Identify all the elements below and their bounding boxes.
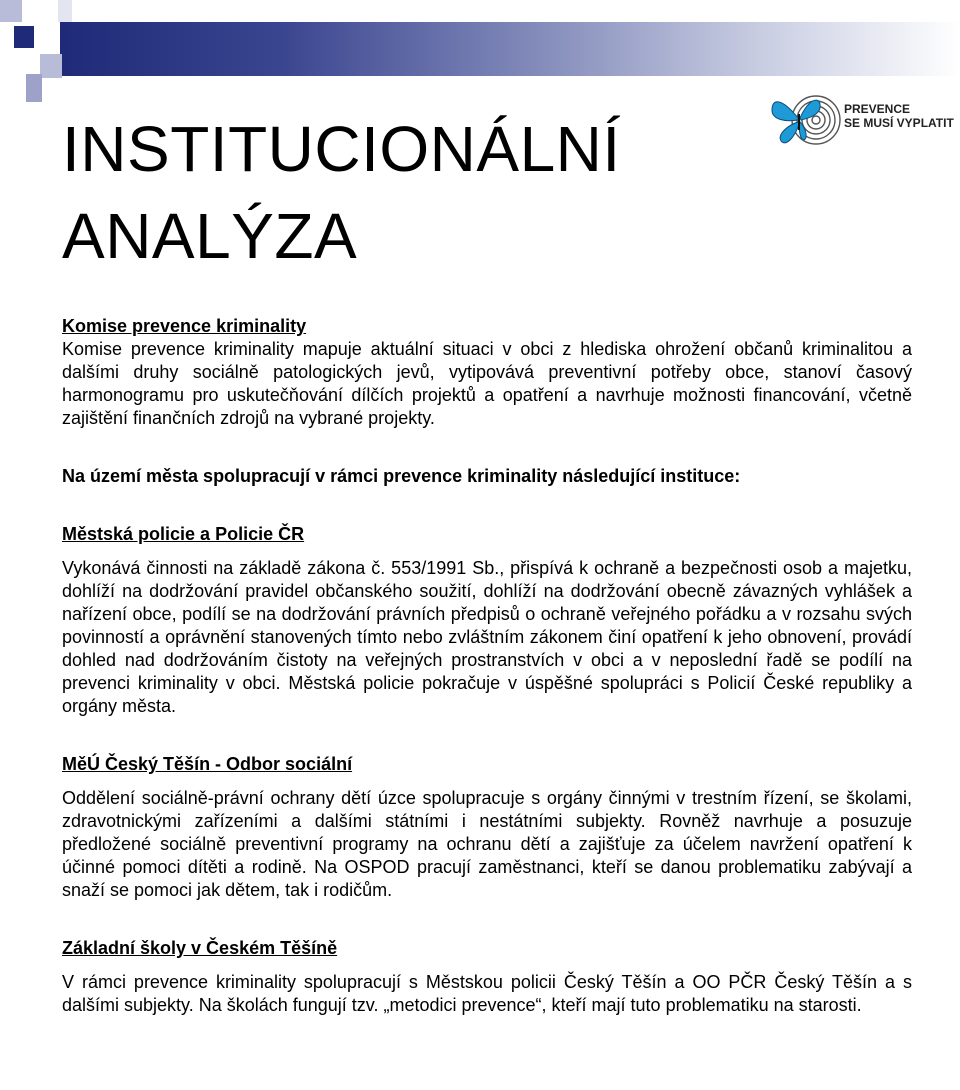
logo-line2: SE MUSÍ VYPLATIT <box>844 116 954 130</box>
logo-line1: PREVENCE <box>844 102 911 116</box>
decor-square <box>58 0 72 22</box>
decor-square <box>36 30 58 54</box>
header-band <box>60 22 960 76</box>
section-paragraph: Oddělení sociálně-právní ochrany dětí úzce spolupracuje s orgány činnými v trestním řízení, se školami, zdravotnickými zařízeními a dalšími státními i nestátními subjekty. Rovněž navrhuje a posuzuje předložené sociálně preventivní programy na ochranu dětí a zajišťuje za účelem navržení opatření k účinné pomoci dítěti a rodině. Na OSPOD pracují zaměstnanci, kteří se danou problematiku zabývají a snaží se pomoci jak dětem, tak i rodičům. <box>62 788 912 900</box>
prevence-logo <box>768 90 954 150</box>
page-title <box>62 106 621 280</box>
section-heading: Základní školy v Českém Těšíně <box>62 938 338 958</box>
decor-square <box>14 26 34 48</box>
section-heading: MěÚ Český Těšín - Odbor sociální <box>62 754 353 774</box>
title-line2: ANALÝZA <box>62 200 358 272</box>
section-heading: Městská policie a Policie ČR <box>62 524 305 544</box>
document-body <box>62 315 912 1017</box>
logo-text <box>844 102 954 130</box>
section-paragraph: Komise prevence kriminality mapuje aktuální situaci v obci z hlediska ohrožení občanů kriminalitou a dalšími druhy sociálně patologických jevů, vytipovává preventivní potřeby obce, stanoví časový harmonogramu pro uskutečňování dílčích projektů a opatření a navrhuje možnosti financování, včetně zajištění finančních zdrojů na vybrané projekty. <box>62 339 912 428</box>
title-line1: INSTITUCIONÁLNÍ <box>62 113 621 185</box>
section-heading: Komise prevence kriminality <box>62 316 307 336</box>
decor-square <box>0 0 22 22</box>
section-paragraph: V rámci prevence kriminality spolupracují s Městskou policii Český Těšín a OO PČR Český Těšín a s dalšími subjekty. Na školách fungují tzv. „metodici prevence“, kteří mají tuto problematiku na starosti. <box>62 972 912 1015</box>
decor-square <box>40 54 62 78</box>
section-paragraph: Vykonává činnosti na základě zákona č. 553/1991 Sb., přispívá k ochraně a bezpečnosti osob a majetku, dohlíží na dodržování pravidel občanského soužití, dohlíží na dodržování obecně závazných vyhlášek a nařízení obce, podílí se na dodržování právních předpisů o ochraně veřejného pořádku a v rozsahu svých povinností a oprávnění stanovených tímto nebo zvláštním zákonem činí opatření k jeho obnovení, provádí dohled nad dodržováním čistoty na veřejných prostranstvích v obci a v neposlední řadě se podílí na prevenci kriminality v obci. Městská policie pokračuje v úspěšné spolupráci s Policií České republiky a orgány města. <box>62 558 912 716</box>
butterfly-fingerprint-icon <box>768 90 844 150</box>
decor-square <box>26 74 42 102</box>
institutions-intro: Na území města spolupracují v rámci prevence kriminality následující instituce: <box>62 466 741 486</box>
